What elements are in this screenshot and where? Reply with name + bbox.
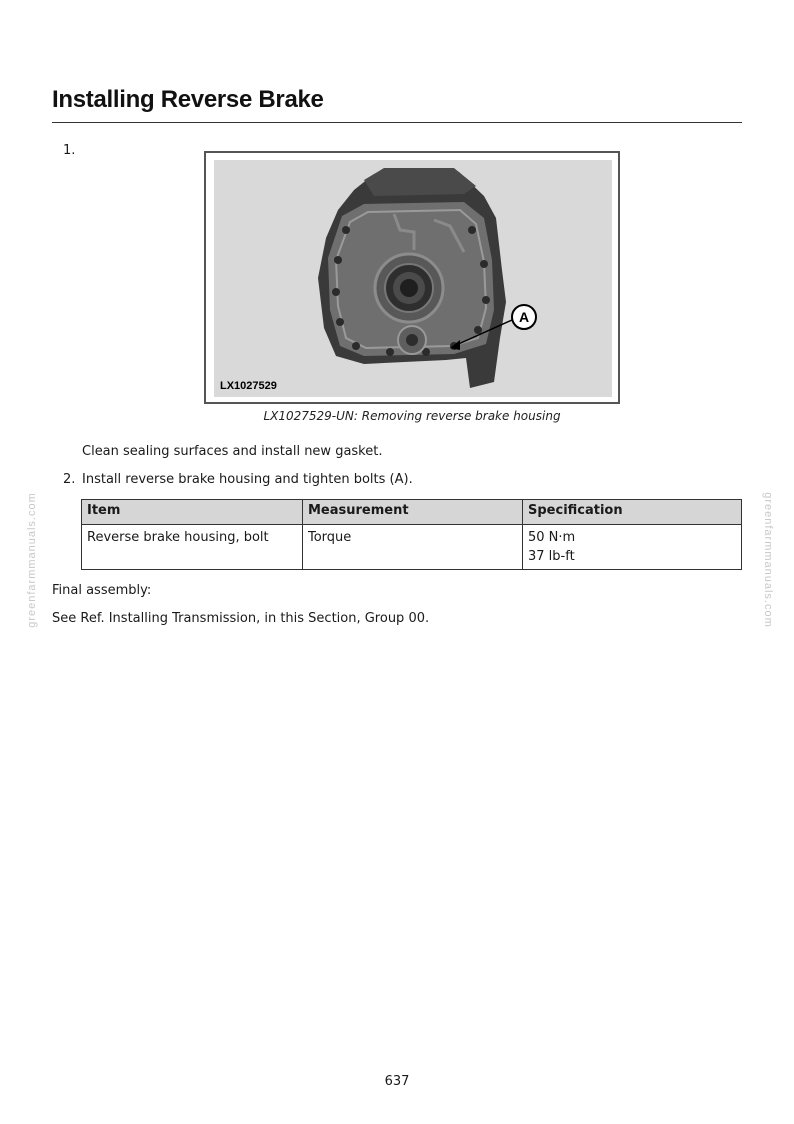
cell-measurement: Torque — [303, 525, 523, 570]
spec-imperial: 37 lb-ft — [528, 549, 575, 564]
page-title: Installing Reverse Brake — [52, 86, 324, 113]
callout-a-label: A — [518, 309, 530, 325]
figure-photo — [214, 160, 612, 397]
watermark-right: greenfarmmanuals.com — [762, 492, 774, 628]
spec-table — [81, 499, 742, 570]
header-measurement: Measurement — [303, 500, 523, 525]
step-2-number: 2. — [63, 472, 76, 487]
table-row — [82, 525, 742, 570]
cell-item: Reverse brake housing, bolt — [82, 525, 303, 570]
figure-code: LX1027529 — [220, 380, 277, 392]
watermark-left: greenfarmmanuals.com — [26, 492, 38, 628]
title-divider — [52, 122, 742, 123]
step-1-number: 1. — [63, 143, 76, 158]
figure-caption: LX1027529-UN: Removing reverse brake housing — [263, 409, 561, 423]
brake-housing-illustration — [214, 160, 612, 397]
page-number: 637 — [384, 1074, 410, 1089]
spec-metric: 50 N·m — [528, 530, 576, 545]
figure-frame — [204, 151, 620, 404]
header-specification: Specification — [523, 500, 742, 525]
cell-specification — [523, 525, 742, 570]
final-assembly-label: Final assembly: — [52, 583, 152, 598]
step-2-text: Install reverse brake housing and tighten bolts (A). — [82, 472, 413, 487]
clean-instruction: Clean sealing surfaces and install new gasket. — [82, 444, 383, 459]
reference-text: See Ref. Installing Transmission, in this Section, Group 00. — [52, 611, 430, 626]
spec-table-header-row — [82, 500, 742, 525]
header-item: Item — [82, 500, 303, 525]
